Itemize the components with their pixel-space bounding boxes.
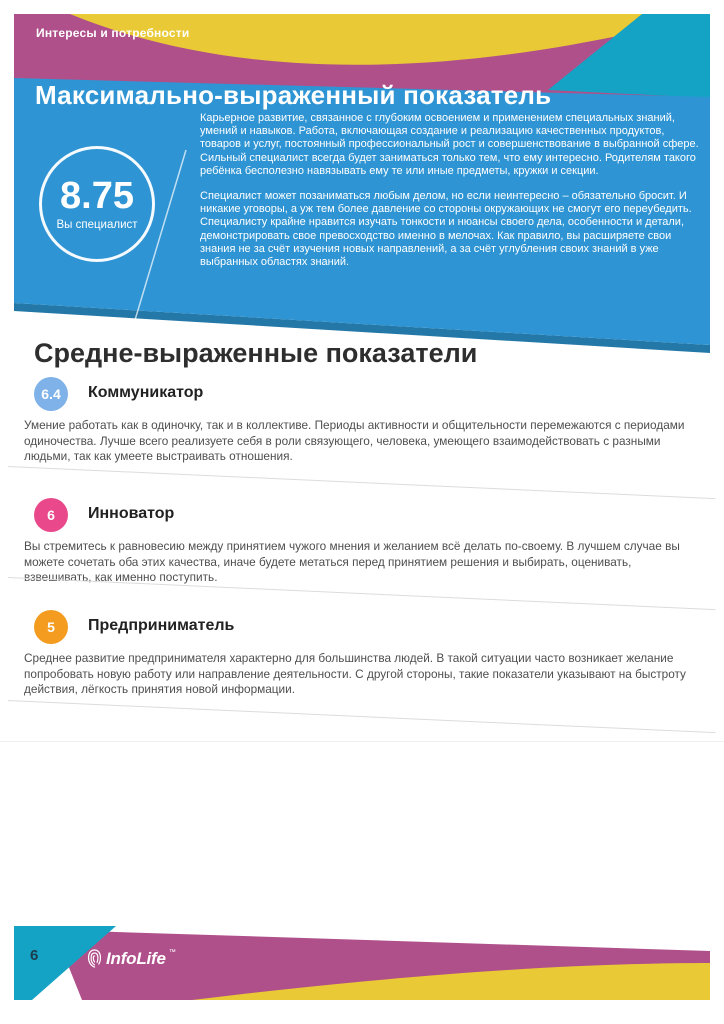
score-badge-communicator: 6.4	[34, 377, 68, 411]
fingerprint-icon	[86, 948, 103, 969]
score-badge-innovator: 6	[34, 498, 68, 532]
indicator-name-communicator: Коммуникатор	[88, 384, 204, 401]
section-breadcrumb: Интересы и потребности	[36, 26, 190, 40]
section-divider	[8, 700, 715, 733]
section-divider	[8, 466, 715, 499]
page-number: 6	[30, 947, 39, 964]
indicator-name-innovator: Инноватор	[88, 505, 175, 522]
indicator-name-entrepreneur: Предприниматель	[88, 617, 235, 634]
brand-trademark: ™	[168, 949, 176, 956]
indicator-description-communicator: Умение работать как в одиночку, так и в коллективе. Периоды активности и общительности перемежаются с периодами одиночества. Лучше всего реализуете себя в роли связующего, человека, умеющего взаимодействовать с разными людьми, так как умеете выстраивать отношения.	[24, 418, 685, 464]
indicator-description-innovator: Вы стремитесь к равновесию между принятием чужого мнения и желанием всё делать по-своему. В лучшем случае вы можете сочетать оба этих качества, иначе будете метаться перед принятием решения и выбирать, оценивать, взвешивать, как именно поступить.	[24, 539, 680, 585]
section-divider-horizontal	[0, 741, 724, 742]
max-indicator-paragraph-1: Карьерное развитие, связанное с глубоким освоением и применением специальных знаний, умений и навыков. Работа, включающая создание и реализацию качественных продуктов, товаров и услуг, постоянный профессиональный рост и совершенствование в выбранной сфере. Сильный специалист всегда будет заниматься только тем, что ему интересно. Родителям такого ребёнка бесполезно навязывать ему те или иные предметы, кружки и секции.	[200, 112, 699, 177]
brand-logo	[86, 948, 176, 969]
max-indicator-description	[200, 112, 700, 281]
score-badge-entrepreneur: 5	[34, 610, 68, 644]
max-score-badge	[39, 146, 155, 262]
max-score-caption: Вы специалист	[56, 219, 138, 231]
max-score-value: 8.75	[60, 175, 134, 217]
indicator-description-entrepreneur: Среднее развитие предпринимателя характерно для большинства людей. В такой ситуации часто возникает желание попробовать новую работу или направление деятельности. С другой стороны, такие показатели указывают на быстроту действия, лёгкость принятия новой информации.	[24, 651, 686, 697]
max-indicator-title: Максимально-выраженный показатель	[35, 80, 552, 110]
max-indicator-paragraph-2: Специалист может позаниматься любым делом, но если неинтересно – обязательно бросит. И никакие уговоры, а уж тем более давление со стороны окружающих не смогут его переубедить. Специалисту крайне нравится изучать тонкости и нюансы своего дела, особенности и детали, демонстрировать свое превосходство именно в мелочах. Как правило, вы расширяете свои знания не за счёт изучения новых направлений, а за счёт углубления своих знаний в уже выбранных областях знаний.	[200, 190, 692, 269]
brand-name: InfoLife	[106, 949, 166, 968]
medium-indicators-title: Средне-выраженные показатели	[34, 338, 478, 368]
